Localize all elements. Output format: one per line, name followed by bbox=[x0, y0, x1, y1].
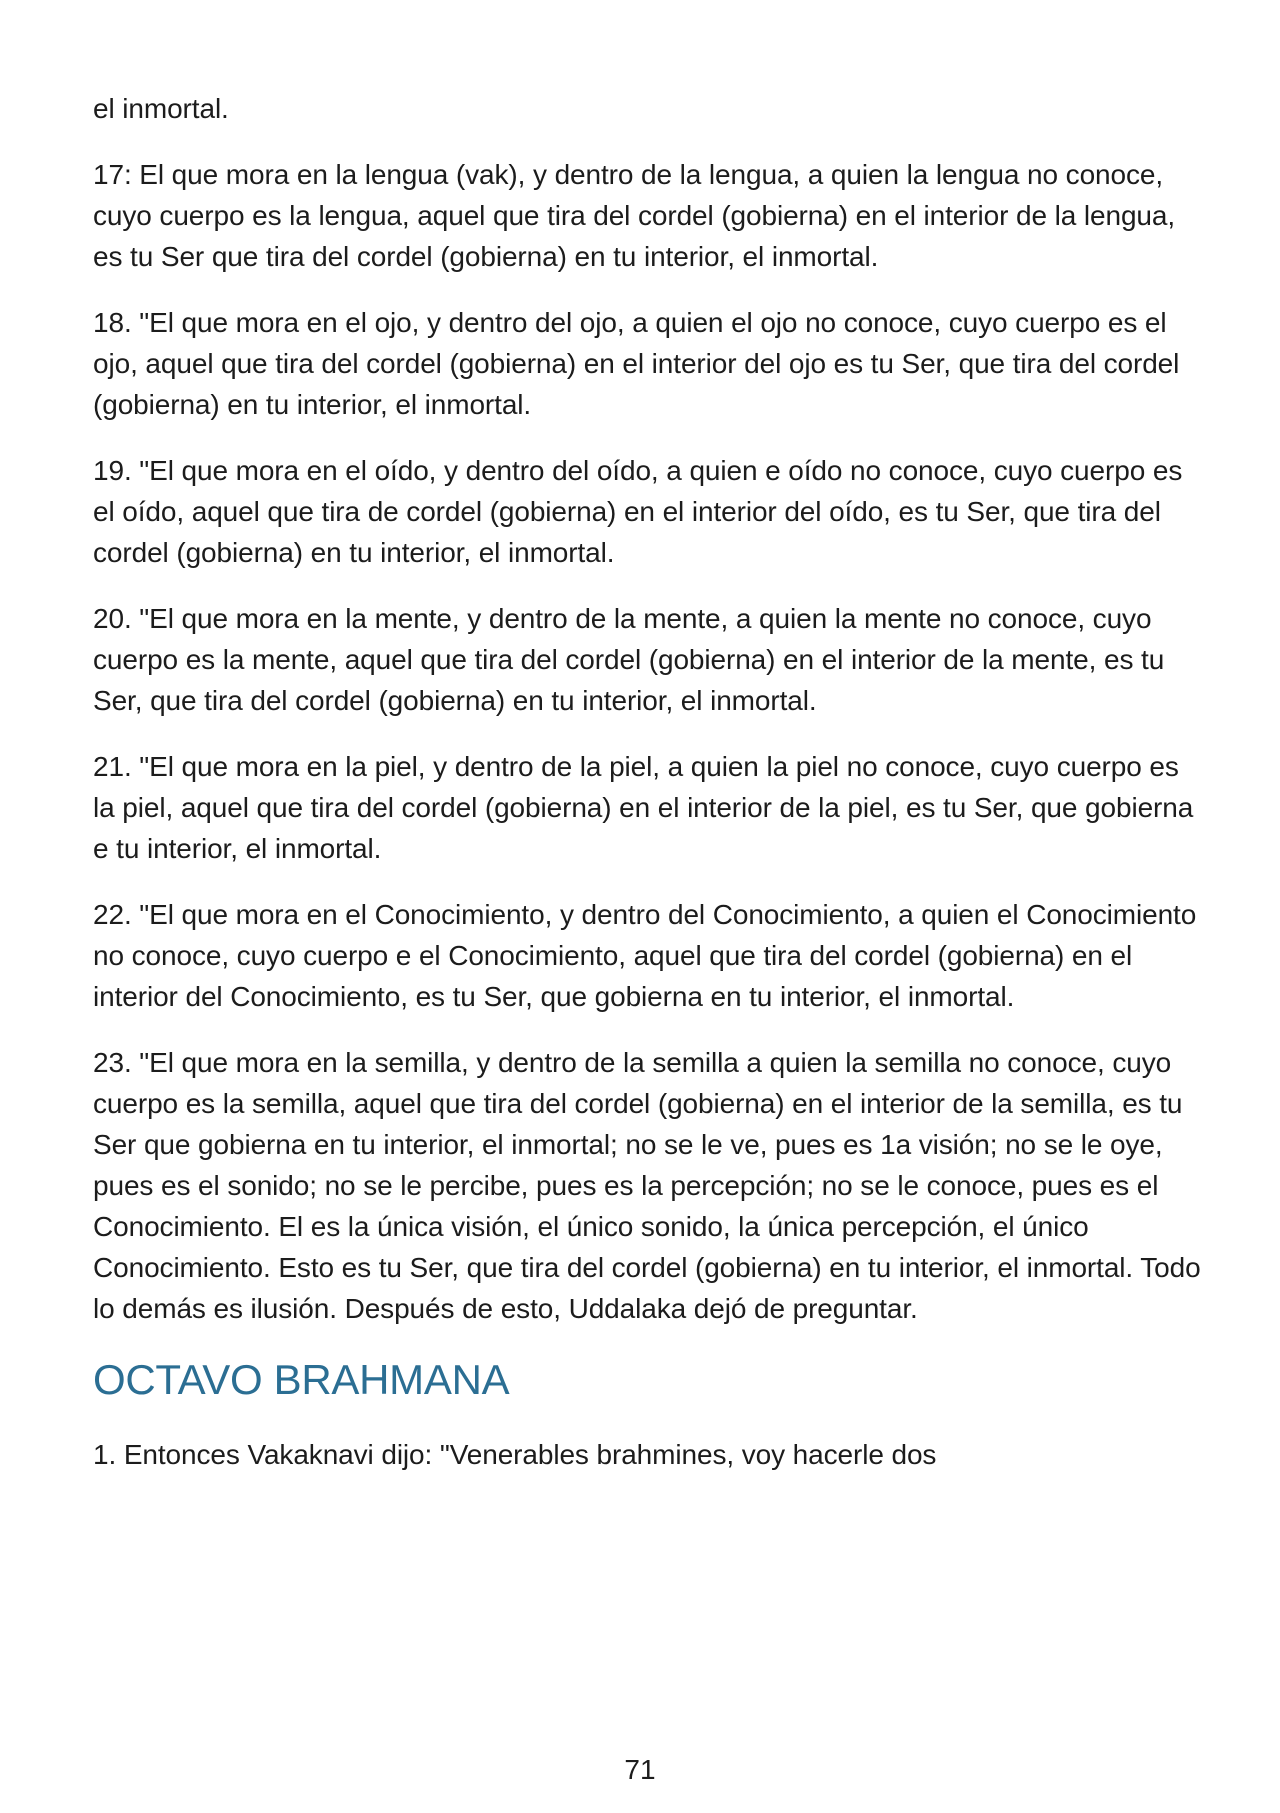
paragraph-verse-17: 17: El que mora en la lengua (vak), y dentro de la lengua, a quien la lengua no conoce, cuyo cuerpo es la lengua, aquel que tira del cordel (gobierna) en el interior de la lengua, es tu Ser que tira del cordel (gobierna) en tu interior, el inmortal. bbox=[93, 159, 1176, 272]
paragraph-verse-1: 1. Entonces Vakaknavi dijo: "Venerables brahmines, voy hacerle dos bbox=[93, 1439, 937, 1470]
paragraph-verse-22: 22. "El que mora en el Conocimiento, y dentro del Conocimiento, a quien el Conocimiento no conoce, cuyo cuerpo e el Conocimiento, aquel que tira del cordel (gobierna) en el interior del Conocimiento, es tu Ser, que gobierna en tu interior, el inmortal. bbox=[93, 899, 1197, 1012]
page-number: 71 bbox=[624, 1754, 656, 1785]
paragraph-continuation: el inmortal. bbox=[93, 93, 229, 124]
paragraph-verse-23: 23. "El que mora en la semilla, y dentro de la semilla a quien la semilla no conoce, cuyo cuerpo es la semilla, aquel que tira del cordel (gobierna) en el interior de la semilla, es tu Ser que gobierna en tu interior, el inmortal; no se le ve, pues es 1a visión; no se le oye, pues es el sonido; no se le percibe, pues es la percepción; no se le conoce, pues es el Conocimiento. El es la única visión, el único sonido, la única percepción, el único Conocimiento. Esto es tu Ser, que tira del cordel (gobierna) en tu interior, el inmortal. Todo lo demás es ilusión. Después de esto, Uddalaka dejó de preguntar. bbox=[93, 1047, 1201, 1324]
section-heading: OCTAVO BRAHMANA bbox=[93, 1356, 510, 1403]
page-content bbox=[93, 88, 1203, 1500]
paragraph-verse-18: 18. "El que mora en el ojo, y dentro del ojo, a quien el ojo no conoce, cuyo cuerpo es el ojo, aquel que tira del cordel (gobierna) en el interior del ojo es tu Ser, que tira del cordel (gobierna) en tu interior, el inmortal. bbox=[93, 307, 1180, 420]
paragraph-verse-21: 21. "El que mora en la piel, y dentro de la piel, a quien la piel no conoce, cuyo cuerpo es la piel, aquel que tira del cordel (gobierna) en el interior de la piel, es tu Ser, que gobierna e tu interior, el inmortal. bbox=[93, 751, 1194, 864]
paragraph-verse-20: 20. "El que mora en la mente, y dentro de la mente, a quien la mente no conoce, cuyo cuerpo es la mente, aquel que tira del cordel (gobierna) en el interior de la mente, es tu Ser, que tira del cordel (gobierna) en tu interior, el inmortal. bbox=[93, 603, 1165, 716]
paragraph-verse-19: 19. "El que mora en el oído, y dentro del oído, a quien e oído no conoce, cuyo cuerpo es el oído, aquel que tira de cordel (gobierna) en el interior del oído, es tu Ser, que tira del cordel (gobierna) en tu interior, el inmortal. bbox=[93, 455, 1183, 568]
